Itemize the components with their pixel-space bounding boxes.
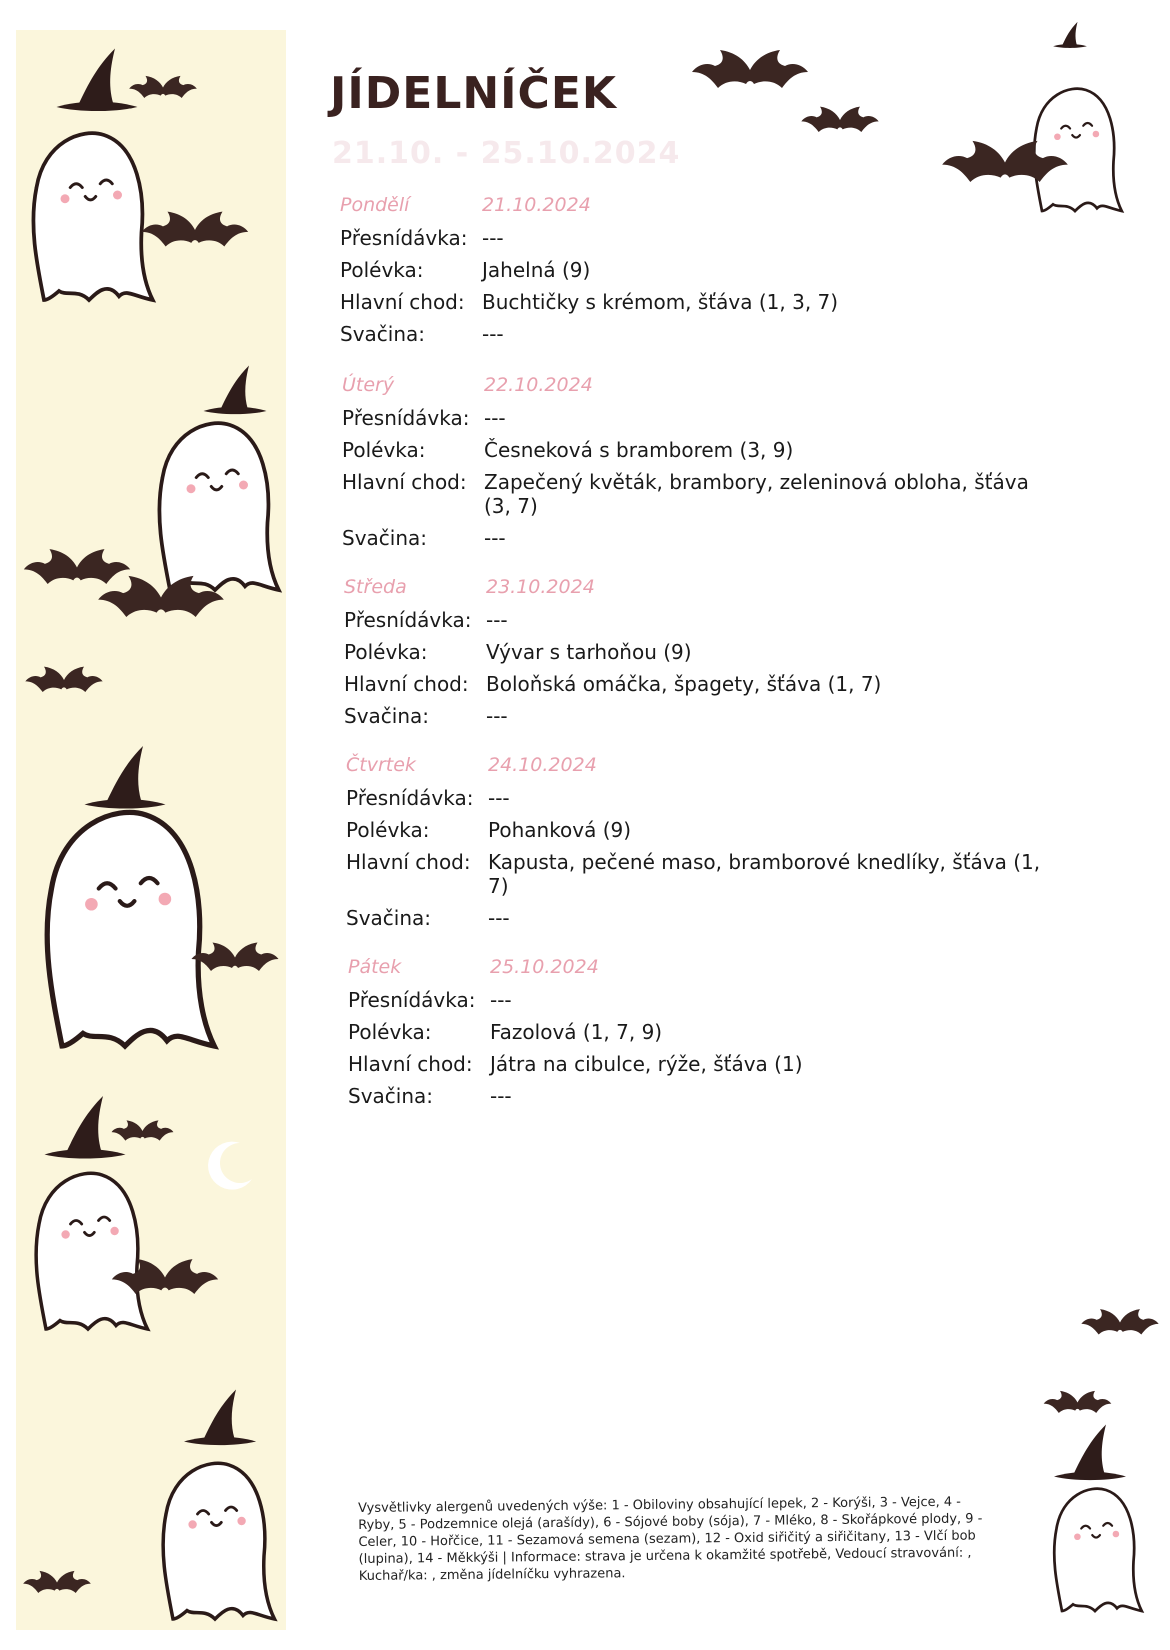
- day-date: 25.10.2024: [490, 956, 599, 978]
- meal-label: Přesnídávka:: [344, 608, 472, 632]
- meal-value: Buchtičky s krémom, šťáva (1, 3, 7): [482, 290, 839, 314]
- meal-label: Přesnídávka:: [348, 988, 476, 1012]
- witch-hat-icon: [200, 360, 270, 420]
- meal-value: ---: [486, 608, 508, 632]
- meal-label: Svačina:: [348, 1084, 434, 1108]
- moon-icon: [200, 1135, 260, 1195]
- meal-value: Kapusta, pečené maso, bramborové knedlíky, šťáva (1, 7): [488, 850, 1041, 898]
- meal-value: ---: [488, 906, 510, 930]
- meal-label: Přesnídávka:: [340, 226, 468, 250]
- ghost-icon: [1040, 1470, 1150, 1620]
- meal-value: Pohanková (9): [488, 818, 632, 842]
- meal-label: Hlavní chod:: [346, 850, 471, 874]
- bat-icon: [140, 200, 250, 260]
- day-date: 21.10.2024: [482, 194, 591, 216]
- bat-icon: [190, 935, 280, 980]
- meal-label: Přesnídávka:: [342, 406, 470, 430]
- bat-icon: [800, 100, 880, 140]
- meal-label: Přesnídávka:: [346, 786, 474, 810]
- witch-hat-icon: [1050, 1420, 1130, 1485]
- meal-value: Játra na cibulce, rýže, šťáva (1): [490, 1052, 803, 1076]
- bat-icon: [96, 565, 226, 630]
- meal-value: Boloňská omáčka, špagety, šťáva (1, 7): [486, 672, 882, 696]
- day-name: Čtvrtek: [346, 754, 416, 776]
- meal-label: Hlavní chod:: [344, 672, 469, 696]
- meal-label: Svačina:: [342, 526, 428, 550]
- meal-label: Svačina:: [344, 704, 430, 728]
- meal-value: Česneková s bramborem (3, 9): [484, 438, 794, 462]
- witch-hat-icon: [180, 1385, 260, 1450]
- witch-hat-icon: [1020, 20, 1120, 50]
- bat-icon: [110, 1250, 220, 1305]
- meal-value: ---: [484, 406, 506, 430]
- meal-value: ---: [490, 988, 512, 1012]
- meal-label: Polévka:: [340, 258, 424, 282]
- page-title: JÍDELNÍČEK: [330, 68, 617, 119]
- meal-value: ---: [484, 526, 506, 550]
- bat-icon: [1040, 1385, 1115, 1420]
- meal-label: Polévka:: [346, 818, 430, 842]
- meal-value: ---: [488, 786, 510, 810]
- ghost-icon: [18, 1150, 158, 1340]
- bat-icon: [690, 40, 810, 100]
- meal-label: Hlavní chod:: [340, 290, 465, 314]
- bat-icon: [24, 660, 104, 700]
- bat-icon: [1080, 1300, 1160, 1345]
- bat-icon: [110, 1115, 175, 1147]
- day-name: Pátek: [348, 956, 402, 978]
- day-name: Úterý: [342, 374, 395, 396]
- bat-icon: [128, 70, 198, 105]
- ghost-icon: [20, 780, 230, 1060]
- meal-label: Svačina:: [346, 906, 432, 930]
- day-block: [344, 574, 1064, 728]
- day-date: 22.10.2024: [484, 374, 593, 396]
- week-range: 21.10. - 25.10.2024: [332, 136, 681, 171]
- day-block: [340, 192, 1060, 346]
- meal-label: Svačina:: [340, 322, 426, 346]
- day-block: [342, 372, 1062, 550]
- meal-label: Polévka:: [342, 438, 426, 462]
- meal-value: Jahelná (9): [482, 258, 591, 282]
- meal-value: Fazolová (1, 7, 9): [490, 1020, 663, 1044]
- meal-value: ---: [482, 226, 504, 250]
- allergen-legend: Vysvětlivky alergenů uvedených výše: 1 - Obiloviny obsahující lepek, 2 - Korýši, 3 - Vejce, 4 - Ryby, 5 - Podzemnice olejá (arašídy), 6 - Sójové boby (sója), 7 - Mléko, 8 - Skořápkové plody, 9 - Celer, 10 - Hořčice, 11 - Sezamová semena (sezam), 12 - Oxid siřičitý a siřičitany, 13 - Vlčí bob (lupina), 14 - Měkkýši | Informace: strava je určena k okamžité spotřebě, Vedoucí stravování: , Kuchař/ka: , změna jídelníčku vyhrazena.: [358, 1494, 983, 1584]
- day-name: Středa: [344, 576, 407, 598]
- witch-hat-icon: [80, 740, 170, 815]
- day-block: [346, 752, 1066, 930]
- meal-value: ---: [482, 322, 504, 346]
- ghost-icon: [145, 1440, 285, 1630]
- meal-value: Vývar s tarhoňou (9): [486, 640, 692, 664]
- day-block: [348, 954, 1068, 1108]
- meal-value: ---: [490, 1084, 512, 1108]
- day-date: 24.10.2024: [488, 754, 597, 776]
- meal-value: ---: [486, 704, 508, 728]
- day-name: Pondělí: [340, 194, 410, 216]
- meal-label: Polévka:: [344, 640, 428, 664]
- day-date: 23.10.2024: [486, 576, 595, 598]
- bat-icon: [22, 1565, 92, 1600]
- meal-value: Zapečený květák, brambory, zeleninová obloha, šťáva (3, 7): [484, 470, 1029, 518]
- meal-label: Hlavní chod:: [342, 470, 467, 494]
- bat-icon: [940, 130, 1070, 195]
- meal-label: Polévka:: [348, 1020, 432, 1044]
- meal-label: Hlavní chod:: [348, 1052, 473, 1076]
